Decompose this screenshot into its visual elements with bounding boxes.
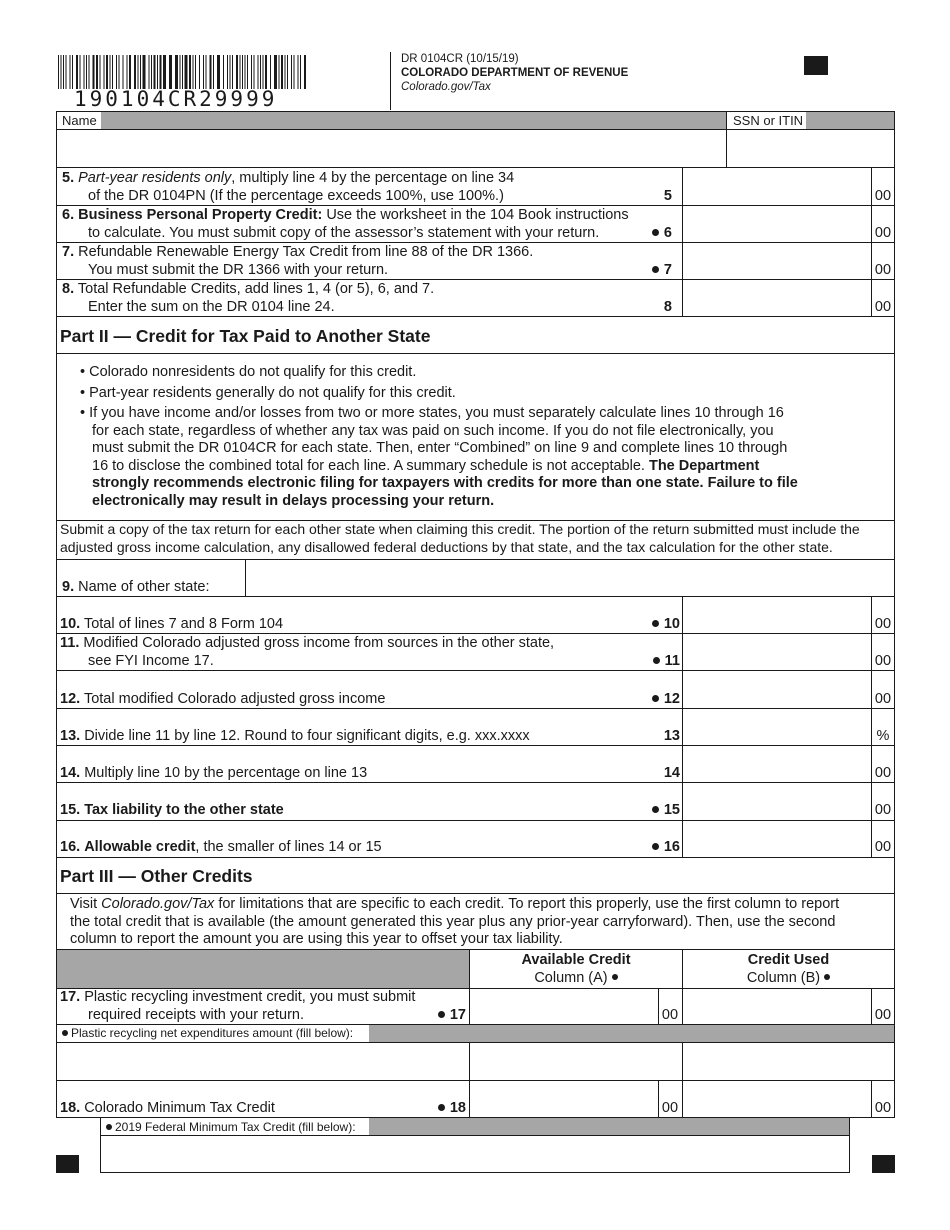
line-13-ref: 13: [663, 728, 680, 744]
line-17-available-cents: 00: [661, 1007, 679, 1023]
line-14-ref: 14: [663, 765, 680, 781]
department-name: COLORADO DEPARTMENT OF REVENUE: [401, 67, 629, 79]
line-8-ref: 8: [663, 299, 672, 315]
line-18-sub-bar: [369, 1118, 849, 1135]
part-2-bullet-2: • Part-year residents generally do not qualify for this credit.: [80, 385, 456, 401]
line-8-cents: 00: [874, 299, 892, 315]
line-13-percent-sign: %: [876, 728, 890, 744]
line-18-used-cents: 00: [874, 1100, 892, 1116]
registration-mark-top: [804, 56, 828, 75]
federal-minimum-tax-credit-field[interactable]: [101, 1136, 849, 1172]
line-18-available-cents: 00: [661, 1100, 679, 1116]
line-6-text: 6. Business Personal Property Credit: Use the worksheet in the 104 Book instructions: [62, 207, 629, 223]
line-17-used-cents: 00: [874, 1007, 892, 1023]
line-17-credit-used[interactable]: [683, 989, 871, 1024]
line-12-cents: 00: [874, 691, 892, 707]
line-6-ref: 6: [600, 224, 672, 242]
barcode: [58, 55, 308, 89]
column-b-subtitle: Column (B): [683, 969, 894, 987]
line-5-cents: 00: [874, 188, 892, 204]
line-17-available-credit[interactable]: [470, 989, 658, 1024]
line-16-amount[interactable]: [683, 821, 871, 857]
line-14-cents: 00: [874, 765, 892, 781]
department-website: Colorado.gov/Tax: [401, 81, 491, 93]
line-13-text: 13. Divide line 11 by line 12. Round to four significant digits, e.g. xxx.xxxx: [60, 728, 530, 744]
column-b-title: Credit Used: [747, 952, 830, 968]
name-header-bar: [101, 112, 726, 129]
part-2-title: Part II — Credit for Tax Paid to Another State: [60, 326, 431, 346]
line-10-cents: 00: [874, 616, 892, 632]
line-7-ref: 7: [600, 261, 672, 279]
line-6-text-2: to calculate. You must submit copy of the assessor’s statement with your return.: [88, 225, 600, 241]
line-7-text-2: You must submit the DR 1366 with your return.: [88, 262, 389, 278]
line-18-available-credit[interactable]: [470, 1081, 658, 1117]
line-18-sub-label: 2019 Federal Minimum Tax Credit (fill below):: [106, 1119, 356, 1135]
part-2-submit-note: Submit a copy of the tax return for each other state when claiming this credit. The portion of the return submitted must include the adjusted gross income calculation, any disallowed federal deductions by that state, and the tax calculation for the other state.: [60, 521, 860, 555]
line-17-ref: 17: [390, 1006, 466, 1024]
line-5-ref: 5: [663, 188, 672, 204]
name-label: Name: [62, 113, 97, 128]
line-15-ref: 15: [600, 801, 680, 819]
line-13-percentage[interactable]: [683, 709, 871, 745]
line-17-sub-bar: [369, 1025, 894, 1042]
line-15-cents: 00: [874, 802, 892, 818]
line-11-text-2: see FYI Income 17.: [88, 653, 214, 669]
line-11-ref: 11: [600, 652, 680, 670]
line-18-ref: 18: [390, 1099, 466, 1117]
line-14-amount[interactable]: [683, 746, 871, 782]
line-8-amount[interactable]: [683, 280, 871, 316]
part-2-bullet-1: • Colorado nonresidents do not qualify for this credit.: [80, 364, 417, 380]
part-2-bullet-3: • If you have income and/or losses from two or more states, you must separately calculate lines 10 through 16 for each state, regardless of whether any tax was paid on such income. If you do not file electronically, you must submit the DR 0104CR for each state. Then, enter “Combined” on line 9 and complete lines 10 through 16 to disclose the combined total for each line. A summary schedule is not acceptable. The Department strongly recommends electronic filing for taxpayers with credits for more than one state. Failure to file electronically may result in delays processing your return.: [80, 405, 798, 509]
line-15-amount[interactable]: [683, 783, 871, 819]
ssn-field[interactable]: [727, 130, 893, 166]
registration-mark-bottom-right: [872, 1155, 895, 1173]
line-7-amount[interactable]: [683, 243, 871, 279]
line-8-text-2: Enter the sum on the DR 0104 line 24.: [88, 299, 335, 315]
part-3-title: Part III — Other Credits: [60, 866, 253, 886]
line-8-text: 8. Total Refundable Credits, add lines 1, 4 (or 5), 6, and 7.: [62, 281, 435, 297]
line-6-amount[interactable]: [683, 206, 871, 242]
line-16-cents: 00: [874, 839, 892, 855]
line-7-cents: 00: [874, 262, 892, 278]
registration-mark-bottom-left: [56, 1155, 79, 1173]
line-6-cents: 00: [874, 225, 892, 241]
line-18-credit-used[interactable]: [683, 1081, 871, 1117]
name-field[interactable]: [57, 130, 725, 166]
line-10-ref: 10: [600, 615, 680, 633]
line-16-text: 16. Allowable credit, the smaller of lines 14 or 15: [60, 839, 382, 855]
line-17-sub-label: Plastic recycling net expenditures amount (fill below):: [62, 1025, 353, 1041]
column-a-title: Available Credit: [521, 952, 631, 968]
line-11-amount[interactable]: [683, 634, 871, 670]
line-12-text: 12. Total modified Colorado adjusted gross income: [60, 691, 386, 707]
plastic-recycling-expenditures-field[interactable]: [57, 1043, 894, 1080]
ssn-label: SSN or ITIN: [733, 113, 804, 128]
line-9-state-field[interactable]: [246, 560, 894, 596]
line-17-text-2: required receipts with your return.: [88, 1007, 304, 1023]
line-5-amount[interactable]: [683, 168, 871, 204]
line-14-text: 14. Multiply line 10 by the percentage on line 13: [60, 765, 368, 781]
line-10-amount[interactable]: [683, 597, 871, 633]
line-11-cents: 00: [874, 653, 892, 669]
line-12-ref: 12: [600, 690, 680, 708]
line-18-text: 18. Colorado Minimum Tax Credit: [60, 1100, 275, 1116]
line-7-text: 7. Refundable Renewable Energy Tax Credit from line 88 of the DR 1366.: [62, 244, 534, 260]
part-3-intro: Visit Colorado.gov/Tax for limitations that are specific to each credit. To report this properly, use the first column to report the total credit that is available (the amount generated this year plus any prior-year carryforward). Then, use the second column to report the amount you are using this year to offset your tax liability.: [70, 896, 840, 948]
part-3-header-bar: [57, 950, 469, 988]
line-5-text: 5. Part-year residents only, multiply line 4 by the percentage on line 34: [62, 170, 515, 186]
form-id: DR 0104CR (10/15/19): [401, 53, 519, 65]
barcode-number: 190104CR29999: [74, 87, 278, 111]
ssn-header-bar: [806, 112, 894, 129]
header-divider: [390, 52, 391, 110]
line-9-text: 9. Name of other state:: [62, 579, 210, 595]
line-17-text: 17. Plastic recycling investment credit, you must submit: [60, 989, 416, 1005]
line-10-text: 10. Total of lines 7 and 8 Form 104: [60, 616, 284, 632]
line-16-ref: 16: [600, 838, 680, 856]
line-11-text: 11. Modified Colorado adjusted gross income from sources in the other state,: [60, 635, 555, 651]
line-15-text: 15. Tax liability to the other state: [60, 802, 284, 818]
line-5-text-2: of the DR 0104PN (If the percentage exceeds 100%, use 100%.): [88, 188, 504, 204]
line-12-amount[interactable]: [683, 671, 871, 707]
column-a-subtitle: Column (A): [470, 969, 682, 987]
